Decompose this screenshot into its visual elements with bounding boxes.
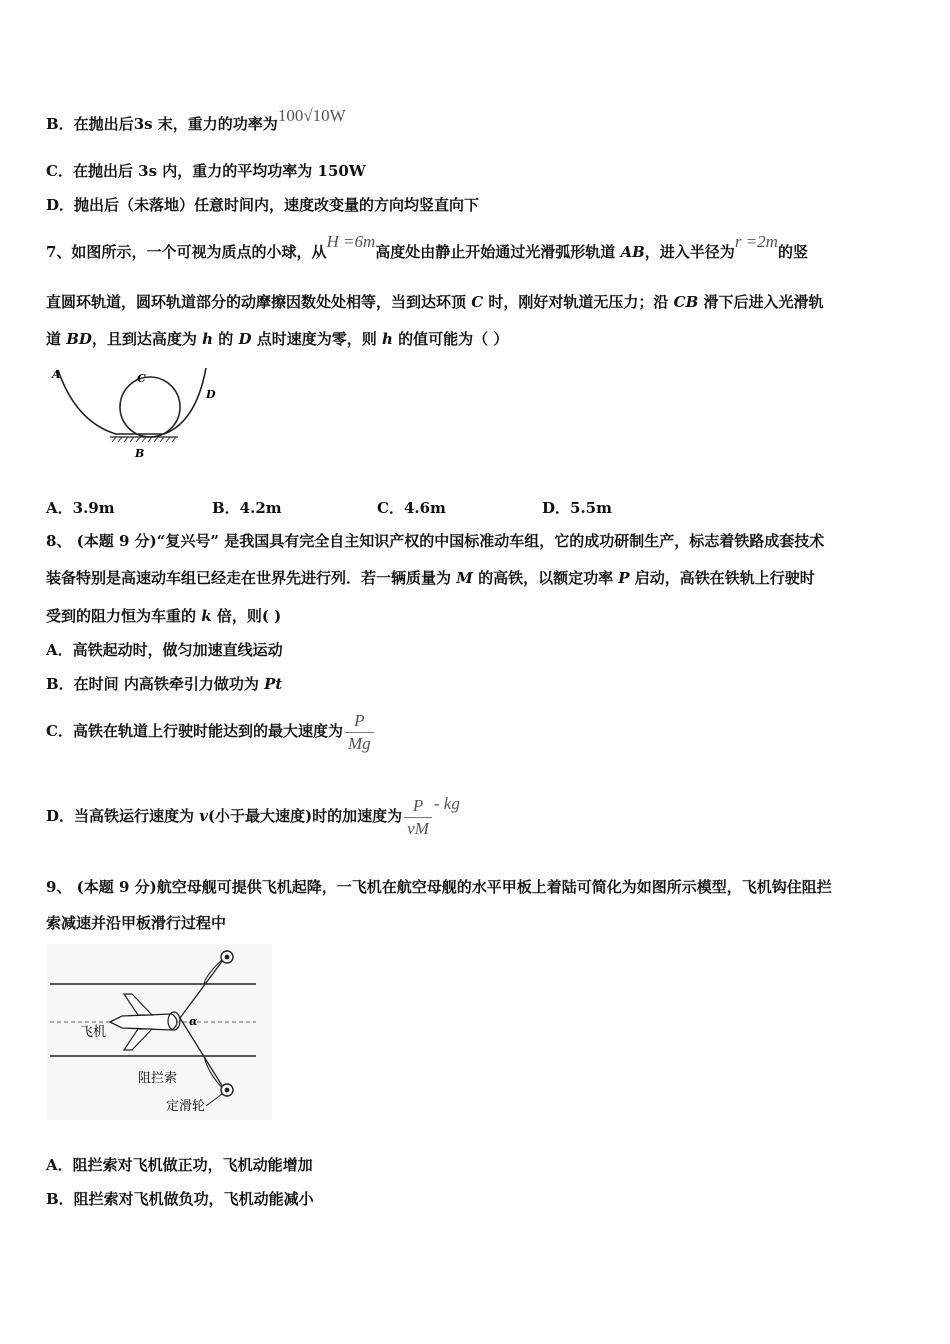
q7-stem-line2: 直圆环轨道，圆环轨道部分的动摩擦因数处处相等，当到达环顶 C 时，刚好对轨道无压力；沿 CB 滑下后进入光滑轨 — [46, 293, 824, 311]
q9-stem-line1: 9、 (本题 9 分)航空母舰可提供飞机起降，一飞机在航空母舰的水平甲板上着陆可简化为如图所示模型，飞机钩住阻拦 — [46, 878, 832, 896]
track-curve — [58, 368, 206, 434]
alpha-label: α — [189, 1015, 198, 1028]
q7-track-figure — [46, 362, 226, 462]
q9-stem-line2: 索减速并沿甲板滑行过程中 — [46, 914, 227, 932]
loop-circle — [120, 377, 180, 437]
label-a: A — [52, 368, 61, 381]
q8-option-d: D．当高铁运行速度为 v(小于最大速度)时的加速度为 $\frac{P}{vM}$ - kg — [46, 794, 460, 838]
q7-option-c: C．4.6m — [377, 499, 446, 517]
q6-b-formula: 100√10W — [277, 106, 346, 125]
q9-option-b: B．阻拦索对飞机做负功，飞机动能减小 — [46, 1190, 314, 1208]
plane-fuselage — [110, 1014, 177, 1030]
q8-option-c: C．高铁在轨道上行驶时能达到的最大速度为 $\frac{P}{Mg}$ — [46, 709, 376, 755]
q7-stem-line3: 道 BD，且到达高度为 h 的 D 点时速度为零，则 h 的值可能为（ ） — [46, 330, 509, 348]
q7-option-b: B．4.2m — [212, 499, 282, 517]
q9-carrier-figure — [46, 944, 272, 1120]
acceleration-fraction: $\frac{P}{vM}$ — [404, 795, 432, 840]
cable-label: 阻拦索 — [138, 1071, 178, 1086]
plane-label: 飞机 — [80, 1025, 107, 1040]
max-speed-fraction: $\frac{P}{Mg}$ — [345, 710, 374, 755]
label-d: D — [206, 388, 216, 401]
q8-option-a: A．高铁起动时，做匀加速直线运动 — [46, 641, 283, 659]
q6-option-b: B．在抛出后3s 末，重力的功率为100√10W — [46, 106, 346, 133]
q7-option-a: A．3.9m — [46, 499, 115, 517]
pulley-label: 定滑轮 — [166, 1099, 206, 1114]
label-b: B — [135, 447, 145, 460]
label-c: C — [137, 372, 146, 385]
ground-hatch — [112, 437, 176, 442]
q7-stem-line1: 7、如图所示，一个可视为质点的小球，从H =6m高度处由静止开始通过光滑弧形轨道 AB，进入半径为r =2m的竖 — [46, 232, 808, 261]
q8-option-b: B．在时间 内高铁牵引力做功为 Pt — [46, 675, 283, 693]
q8-stem-line1: 8、 (本题 9 分)“复兴号” 是我国具有完全自主知识产权的中国标准动车组，它的成功研制生产，标志着铁路成套技术 — [46, 532, 825, 550]
q8-stem-line3: 受到的阻力恒为车重的 k 倍，则( ) — [46, 607, 282, 625]
q9-option-a: A．阻拦索对飞机做正功，飞机动能增加 — [46, 1156, 313, 1174]
q6-option-d: D．抛出后（未落地）任意时间内，速度改变量的方向均竖直向下 — [46, 196, 480, 214]
q7-option-d: D．5.5m — [542, 499, 612, 517]
q8-stem-line2: 装备特别是高速动车组已经走在世界先进行列．若一辆质量为 M 的高铁，以额定功率 P 启动，高铁在铁轨上行驶时 — [46, 569, 815, 587]
q6-option-c: C．在抛出后 3s 内，重力的平均功率为 150W — [46, 162, 366, 180]
